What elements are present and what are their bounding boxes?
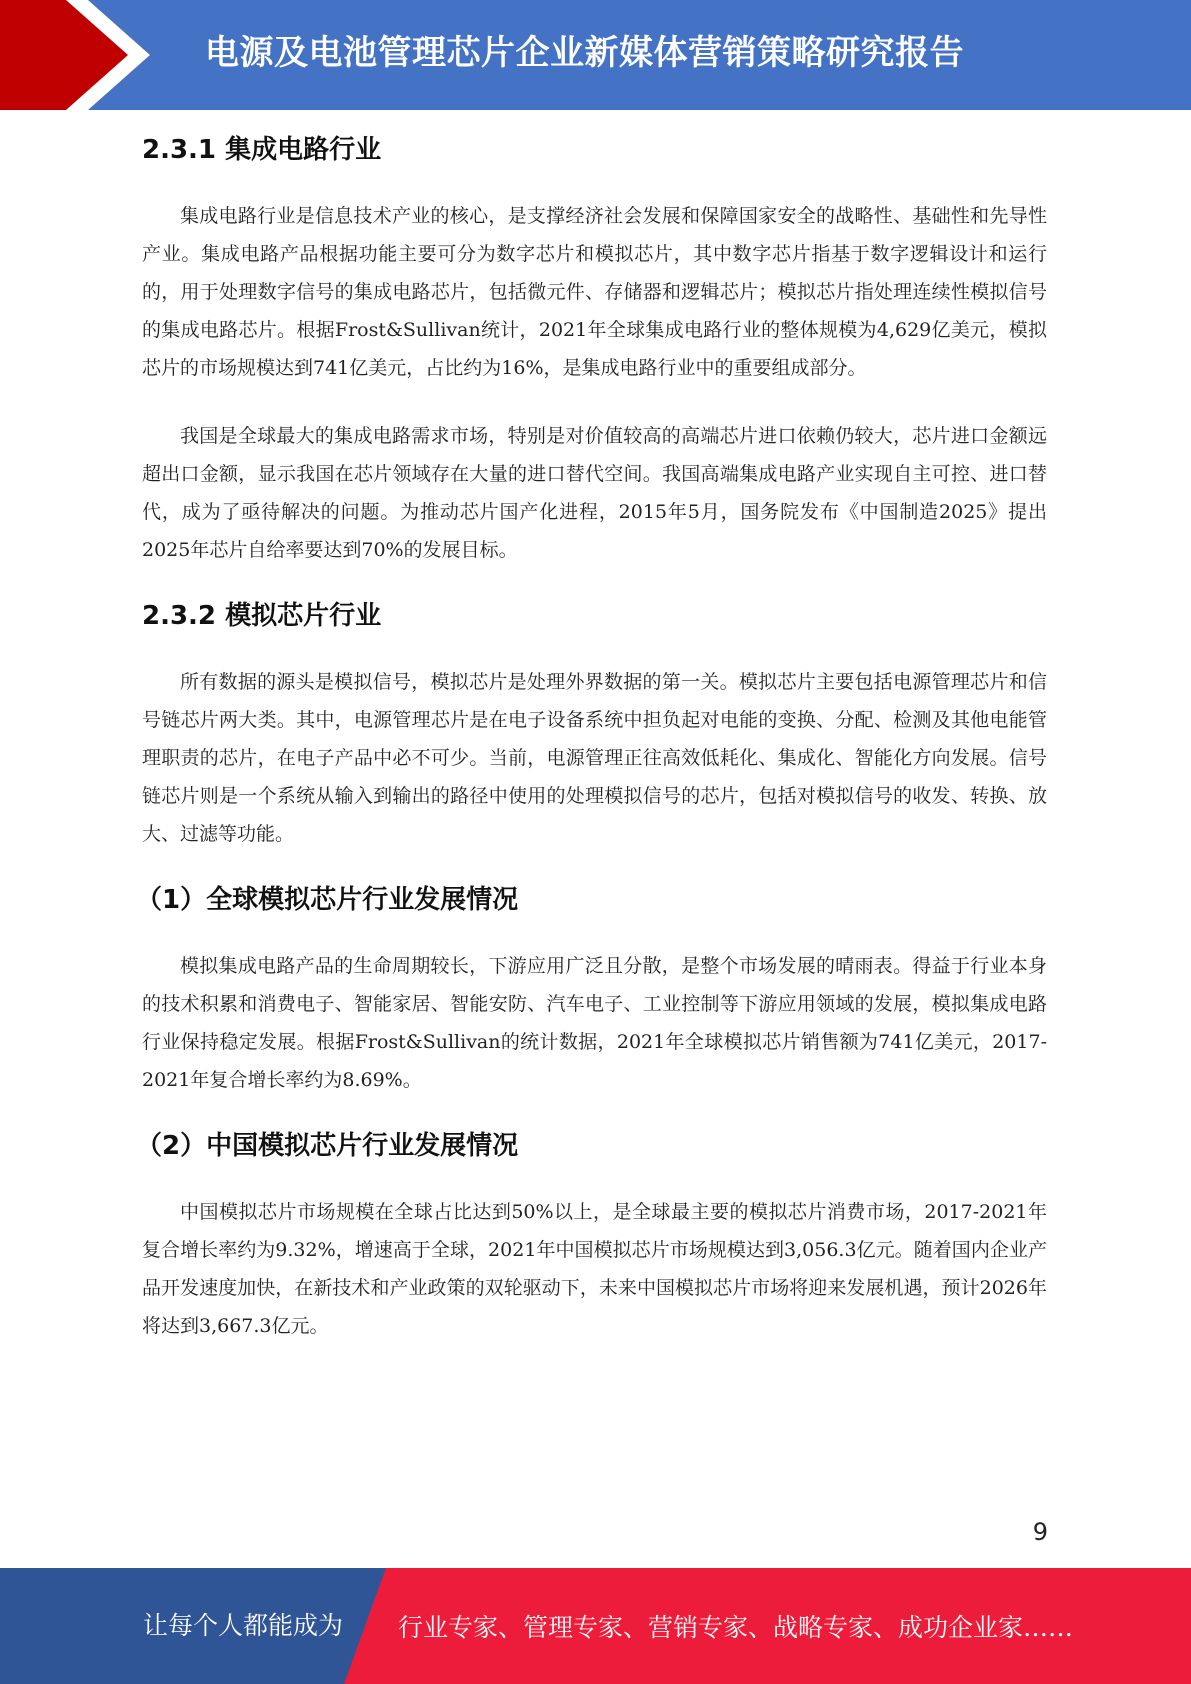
paragraph: 中国模拟芯片市场规模在全球占比达到50%以上，是全球最主要的模拟芯片消费市场，2017-2021年复合增长率约为9.32%，增速高于全球，2021年中国模拟芯片市场规模达到3,056.3亿元。随着国内企业产品开发速度加快，在新技术和产业政策的双轮驱动下，未来中国模拟芯片市场将迎来发展机遇，预计2026年将达到3,667.3亿元。 [142,1201,1047,1337]
section-heading-2-3-2: 2.3.2 模拟芯片行业 [142,601,382,631]
page-footer [0,1568,1191,1684]
paragraph: 所有数据的源头是模拟信号，模拟芯片是处理外界数据的第一关。模拟芯片主要包括电源管理芯片和信号链芯片两大类。其中，电源管理芯片是在电子设备系统中担负起对电能的变换、分配、检测及其他电能管理职责的芯片，在电子产品中必不可少。当前，电源管理正往高效低耗化、集成化、智能化方向发展。信号链芯片则是一个系统从输入到输出的路径中使用的处理模拟信号的芯片，包括对模拟信号的收发、转换、放大、过滤等功能。 [142,671,1047,845]
page-number: 9 [1032,1518,1048,1546]
subsection-heading-china: （2）中国模拟芯片行业发展情况 [136,1131,519,1161]
header-chevron-decoration [0,0,150,110]
page-header [0,0,1191,110]
footer-slogan-left: 让每个人都能成为 [143,1611,344,1640]
section-heading-2-3-1: 2.3.1 集成电路行业 [142,135,382,165]
paragraph: 模拟集成电路产品的生命周期较长，下游应用广泛且分散，是整个市场发展的晴雨表。得益于行业本身的技术积累和消费电子、智能家居、智能安防、汽车电子、工业控制等下游应用领域的发展，模拟集成电路行业保持稳定发展。根据Frost&Sullivan的统计数据，2021年全球模拟芯片销售额为741亿美元，2017-2021年复合增长率约为8.69%。 [142,955,1047,1091]
report-title: 电源及电池管理芯片企业新媒体营销策略研究报告 [205,33,964,73]
footer-slogan-right: 行业专家、管理专家、营销专家、战略专家、成功企业家…… [398,1613,1074,1642]
page-content [136,125,1047,1345]
paragraph: 我国是全球最大的集成电路需求市场，特别是对价值较高的高端芯片进口依赖仍较大，芯片进口金额远超出口金额，显示我国在芯片领域存在大量的进口替代空间。我国高端集成电路产业实现自主可控、进口替代，成为了亟待解决的问题。为推动芯片国产化进程，2015年5月，国务院发布《中国制造2025》提出2025年芯片自给率要达到70%的发展目标。 [142,425,1047,561]
subsection-heading-global: （1）全球模拟芯片行业发展情况 [136,885,519,915]
paragraph: 集成电路行业是信息技术产业的核心，是支撑经济社会发展和保障国家安全的战略性、基础性和先导性产业。集成电路产品根据功能主要可分为数字芯片和模拟芯片，其中数字芯片指基于数字逻辑设计和运行的，用于处理数字信号的集成电路芯片，包括微元件、存储器和逻辑芯片；模拟芯片指处理连续性模拟信号的集成电路芯片。根据Frost&Sullivan统计，2021年全球集成电路行业的整体规模为4,629亿美元，模拟芯片的市场规模达到741亿美元，占比约为16%，是集成电路行业中的重要组成部分。 [142,205,1047,379]
